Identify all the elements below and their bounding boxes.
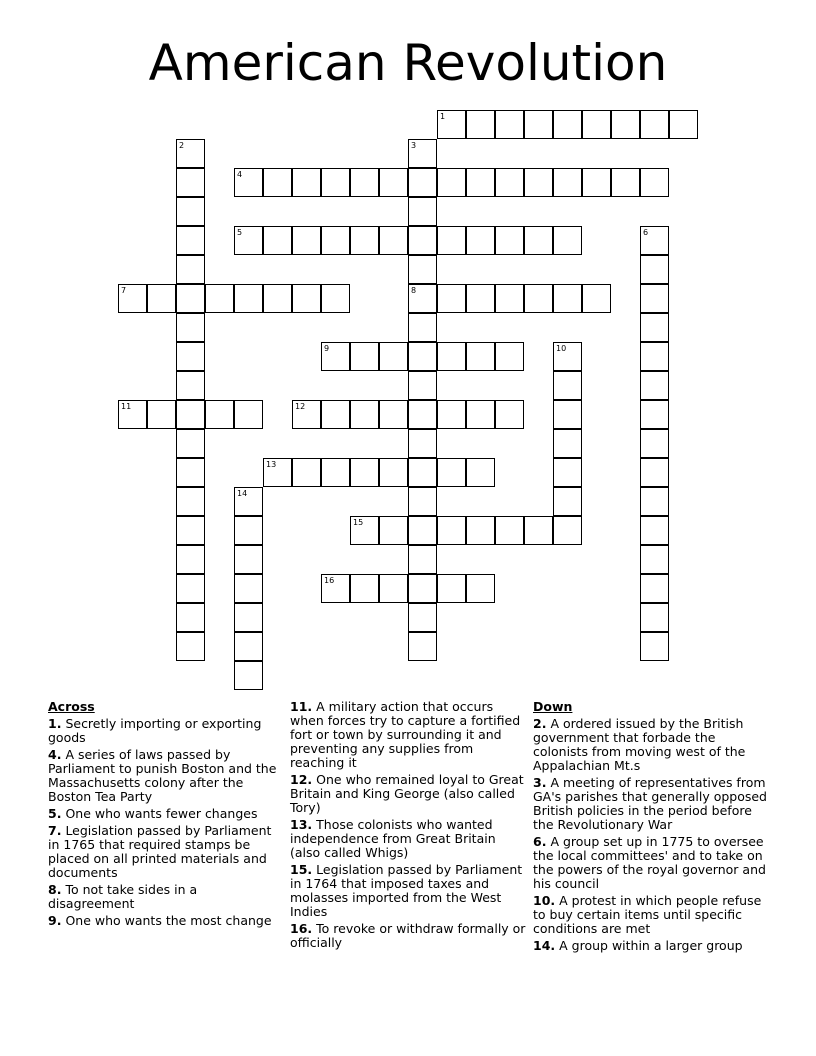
crossword-cell[interactable] <box>495 342 524 371</box>
crossword-cell[interactable] <box>379 516 408 545</box>
crossword-cell[interactable] <box>437 226 466 255</box>
crossword-cell[interactable] <box>408 400 437 429</box>
clue-text: A group within a larger group <box>559 938 743 953</box>
crossword-cell[interactable] <box>524 110 553 139</box>
crossword-cell[interactable] <box>321 400 350 429</box>
crossword-cell[interactable] <box>553 168 582 197</box>
crossword-cell[interactable] <box>234 400 263 429</box>
crossword-cell[interactable] <box>176 255 205 284</box>
down-clues-column <box>533 700 769 956</box>
crossword-cell[interactable] <box>321 574 350 603</box>
crossword-cell[interactable] <box>321 226 350 255</box>
clue-number: 2. <box>533 716 547 731</box>
clue-number: 13. <box>290 817 313 832</box>
crossword-cell[interactable] <box>553 110 582 139</box>
crossword-cell[interactable] <box>176 284 205 313</box>
crossword-cell[interactable] <box>437 516 466 545</box>
down-header: Down <box>533 699 573 714</box>
crossword-cell[interactable] <box>292 458 321 487</box>
crossword-cell[interactable] <box>176 226 205 255</box>
clue-across-13 <box>290 818 526 860</box>
crossword-cell[interactable] <box>524 284 553 313</box>
clue-across-16 <box>290 922 526 950</box>
clue-number: 12. <box>290 772 313 787</box>
crossword-cell[interactable] <box>234 574 263 603</box>
crossword-cell[interactable] <box>437 342 466 371</box>
clue-text: Those colonists who wanted independence from Great Britain (also called Whigs) <box>290 817 496 860</box>
crossword-cell[interactable] <box>553 487 582 516</box>
crossword-cell[interactable] <box>408 458 437 487</box>
clue-down-6 <box>533 835 769 891</box>
cell-number: 13 <box>266 460 277 469</box>
crossword-cell[interactable] <box>495 226 524 255</box>
clue-across-11 <box>290 700 526 770</box>
clue-across-9 <box>48 914 284 928</box>
crossword-cell[interactable] <box>495 168 524 197</box>
across-header: Across <box>48 699 95 714</box>
crossword-cell[interactable] <box>292 226 321 255</box>
crossword-cell[interactable] <box>234 284 263 313</box>
crossword-cell[interactable] <box>350 574 379 603</box>
cell-number: 10 <box>556 344 567 353</box>
page-title: American Revolution <box>148 34 668 92</box>
crossword-cell[interactable] <box>408 313 437 342</box>
crossword-cell[interactable] <box>234 632 263 661</box>
crossword-cell[interactable] <box>263 168 292 197</box>
clue-number: 15. <box>290 862 313 877</box>
crossword-cell[interactable] <box>205 284 234 313</box>
crossword-cell[interactable] <box>408 516 437 545</box>
crossword-cell[interactable] <box>176 487 205 516</box>
crossword-cell[interactable] <box>640 574 669 603</box>
crossword-cell[interactable] <box>553 284 582 313</box>
crossword-cell[interactable] <box>292 168 321 197</box>
crossword-cell[interactable] <box>640 632 669 661</box>
clue-text: A meeting of representatives from GA's parishes that generally opposed British policies in the period before the Revolutionary War <box>533 775 767 832</box>
crossword-cell[interactable] <box>669 110 698 139</box>
crossword-cell[interactable] <box>408 371 437 400</box>
clue-across-15 <box>290 863 526 919</box>
cell-number: 14 <box>237 489 248 498</box>
crossword-cell[interactable] <box>176 632 205 661</box>
crossword-cell[interactable] <box>176 516 205 545</box>
clue-down-14 <box>533 939 769 953</box>
cell-number: 12 <box>295 402 306 411</box>
crossword-cell[interactable] <box>176 371 205 400</box>
crossword-cell[interactable] <box>495 400 524 429</box>
clue-number: 3. <box>533 775 547 790</box>
crossword-cell[interactable] <box>640 342 669 371</box>
crossword-cell[interactable] <box>640 284 669 313</box>
crossword-cell[interactable] <box>582 284 611 313</box>
crossword-cell[interactable] <box>408 603 437 632</box>
crossword-cell[interactable] <box>205 400 234 429</box>
crossword-cell[interactable] <box>640 371 669 400</box>
crossword-cell[interactable] <box>321 458 350 487</box>
clue-number: 6. <box>533 834 547 849</box>
crossword-cell[interactable] <box>640 255 669 284</box>
cell-number: 9 <box>324 344 330 353</box>
clue-text: To not take sides in a disagreement <box>48 882 198 911</box>
clue-number: 5. <box>48 806 62 821</box>
clue-text: A group set up in 1775 to oversee the local committees' and to take on the powers of the royal governor and his council <box>533 834 766 891</box>
clue-down-10 <box>533 894 769 936</box>
crossword-cell[interactable] <box>437 110 466 139</box>
clue-text: Legislation passed by Parliament in 1765 that required stamps be placed on all printed materials and documents <box>48 823 272 880</box>
crossword-cell[interactable] <box>611 168 640 197</box>
clue-text: A protest in which people refuse to buy certain items until specific conditions are met <box>533 893 762 936</box>
crossword-cell[interactable] <box>640 168 669 197</box>
crossword-cell[interactable] <box>350 342 379 371</box>
crossword-cell[interactable] <box>350 400 379 429</box>
crossword-cell[interactable] <box>408 545 437 574</box>
crossword-cell[interactable] <box>263 284 292 313</box>
crossword-cell[interactable] <box>176 429 205 458</box>
crossword-cell[interactable] <box>437 284 466 313</box>
crossword-cell[interactable] <box>466 168 495 197</box>
cell-number: 15 <box>353 518 364 527</box>
crossword-cell[interactable] <box>640 603 669 632</box>
crossword-cell[interactable] <box>553 429 582 458</box>
crossword-cell[interactable] <box>466 516 495 545</box>
crossword-cell[interactable] <box>553 226 582 255</box>
crossword-cell[interactable] <box>611 110 640 139</box>
cell-number: 7 <box>121 286 127 295</box>
crossword-cell[interactable] <box>640 458 669 487</box>
crossword-cell[interactable] <box>466 574 495 603</box>
crossword-cell[interactable] <box>408 574 437 603</box>
cell-number: 16 <box>324 576 335 585</box>
crossword-cell[interactable] <box>466 342 495 371</box>
clue-text: One who wants fewer changes <box>65 806 258 821</box>
cell-number: 1 <box>440 112 446 121</box>
crossword-cell[interactable] <box>408 632 437 661</box>
crossword-cell[interactable] <box>640 226 669 255</box>
clue-text: One who remained loyal to Great Britain and King George (also called Tory) <box>290 772 524 815</box>
crossword-cell[interactable] <box>582 110 611 139</box>
crossword-cell[interactable] <box>408 139 437 168</box>
crossword-cell[interactable] <box>553 371 582 400</box>
crossword-cell[interactable] <box>292 400 321 429</box>
clue-text: Secretly importing or exporting goods <box>48 716 262 745</box>
clue-across-1 <box>48 717 284 745</box>
clue-text: A series of laws passed by Parliament to punish Boston and the Massachusetts colony after the Boston Tea Party <box>48 747 277 804</box>
crossword-cell[interactable] <box>176 400 205 429</box>
clue-number: 14. <box>533 938 556 953</box>
crossword-cell[interactable] <box>640 110 669 139</box>
crossword-cell[interactable] <box>379 168 408 197</box>
cell-number: 11 <box>121 402 132 411</box>
crossword-cell[interactable] <box>176 313 205 342</box>
crossword-cell[interactable] <box>118 400 147 429</box>
crossword-cell[interactable] <box>466 458 495 487</box>
crossword-cell[interactable] <box>582 168 611 197</box>
crossword-cell[interactable] <box>350 226 379 255</box>
crossword-cell[interactable] <box>524 226 553 255</box>
clue-across-7 <box>48 824 284 880</box>
crossword-cell[interactable] <box>466 226 495 255</box>
clue-number: 9. <box>48 913 62 928</box>
crossword-cell[interactable] <box>234 516 263 545</box>
cell-number: 8 <box>411 286 417 295</box>
crossword-cell[interactable] <box>263 226 292 255</box>
crossword-cell[interactable] <box>321 284 350 313</box>
crossword-cell[interactable] <box>408 168 437 197</box>
crossword-cell[interactable] <box>640 545 669 574</box>
clue-text: A military action that occurs when forces try to capture a fortified fort or town by surrounding it and preventing any supplies from reaching it <box>290 699 521 770</box>
crossword-cell[interactable] <box>408 487 437 516</box>
crossword-cell[interactable] <box>118 284 147 313</box>
clue-text: Legislation passed by Parliament in 1764 that imposed taxes and molasses imported from the West Indies <box>290 862 523 919</box>
crossword-cell[interactable] <box>176 574 205 603</box>
crossword-cell[interactable] <box>437 168 466 197</box>
crossword-cell[interactable] <box>408 284 437 313</box>
clue-across-8 <box>48 883 284 911</box>
clue-text: One who wants the most change <box>65 913 272 928</box>
crossword-cell[interactable] <box>553 458 582 487</box>
crossword-cell[interactable] <box>350 168 379 197</box>
clue-number: 7. <box>48 823 62 838</box>
crossword-cell[interactable] <box>176 139 205 168</box>
clue-across-12 <box>290 773 526 815</box>
across-clues-column-1 <box>48 700 284 931</box>
crossword-cell[interactable] <box>234 487 263 516</box>
crossword-cell[interactable] <box>176 545 205 574</box>
crossword-cell[interactable] <box>640 487 669 516</box>
clue-text: A ordered issued by the British government that forbade the colonists from moving west of the Appalachian Mt.s <box>533 716 746 773</box>
crossword-cell[interactable] <box>408 255 437 284</box>
crossword-cell[interactable] <box>350 516 379 545</box>
crossword-cell[interactable] <box>379 574 408 603</box>
clue-text: To revoke or withdraw formally or officially <box>290 921 526 950</box>
cell-number: 5 <box>237 228 243 237</box>
crossword-cell[interactable] <box>147 400 176 429</box>
across-clues-column-2 <box>290 700 526 953</box>
crossword-cell[interactable] <box>408 197 437 226</box>
crossword-cell[interactable] <box>640 313 669 342</box>
cell-number: 4 <box>237 170 243 179</box>
crossword-cell[interactable] <box>176 603 205 632</box>
crossword-cell[interactable] <box>234 168 263 197</box>
crossword-cell[interactable] <box>379 226 408 255</box>
crossword-cell[interactable] <box>147 284 176 313</box>
clue-down-2 <box>533 717 769 773</box>
clue-number: 1. <box>48 716 62 731</box>
clue-number: 16. <box>290 921 313 936</box>
crossword-cell[interactable] <box>234 226 263 255</box>
crossword-cell[interactable] <box>437 574 466 603</box>
clue-across-4 <box>48 748 284 804</box>
crossword-cell[interactable] <box>466 400 495 429</box>
crossword-cell[interactable] <box>553 516 582 545</box>
crossword-cell[interactable] <box>379 342 408 371</box>
clue-number: 4. <box>48 747 62 762</box>
crossword-cell[interactable] <box>437 400 466 429</box>
clue-down-3 <box>533 776 769 832</box>
crossword-cell[interactable] <box>321 342 350 371</box>
crossword-cell[interactable] <box>408 342 437 371</box>
crossword-cell[interactable] <box>524 168 553 197</box>
crossword-cell[interactable] <box>234 545 263 574</box>
crossword-cell[interactable] <box>176 458 205 487</box>
crossword-cell[interactable] <box>176 168 205 197</box>
crossword-cell[interactable] <box>292 284 321 313</box>
crossword-cell[interactable] <box>466 110 495 139</box>
crossword-cell[interactable] <box>640 429 669 458</box>
crossword-cell[interactable] <box>321 168 350 197</box>
crossword-cell[interactable] <box>495 110 524 139</box>
crossword-cell[interactable] <box>524 516 553 545</box>
crossword-cell[interactable] <box>553 342 582 371</box>
clue-number: 11. <box>290 699 313 714</box>
crossword-cell[interactable] <box>379 458 408 487</box>
crossword-cell[interactable] <box>350 458 379 487</box>
crossword-cell[interactable] <box>176 342 205 371</box>
cell-number: 3 <box>411 141 417 150</box>
crossword-cell[interactable] <box>176 197 205 226</box>
crossword-cell[interactable] <box>466 284 495 313</box>
clue-across-5 <box>48 807 284 821</box>
crossword-cell[interactable] <box>263 458 292 487</box>
clue-number: 10. <box>533 893 556 908</box>
crossword-cell[interactable] <box>495 284 524 313</box>
clue-number: 8. <box>48 882 62 897</box>
crossword-cell[interactable] <box>234 603 263 632</box>
crossword-cell[interactable] <box>437 458 466 487</box>
crossword-cell[interactable] <box>408 226 437 255</box>
crossword-cell[interactable] <box>640 400 669 429</box>
cell-number: 6 <box>643 228 649 237</box>
crossword-cell[interactable] <box>234 661 263 690</box>
cell-number: 2 <box>179 141 185 150</box>
crossword-cell[interactable] <box>495 516 524 545</box>
crossword-cell[interactable] <box>553 400 582 429</box>
crossword-cell[interactable] <box>640 516 669 545</box>
crossword-cell[interactable] <box>379 400 408 429</box>
crossword-cell[interactable] <box>408 429 437 458</box>
